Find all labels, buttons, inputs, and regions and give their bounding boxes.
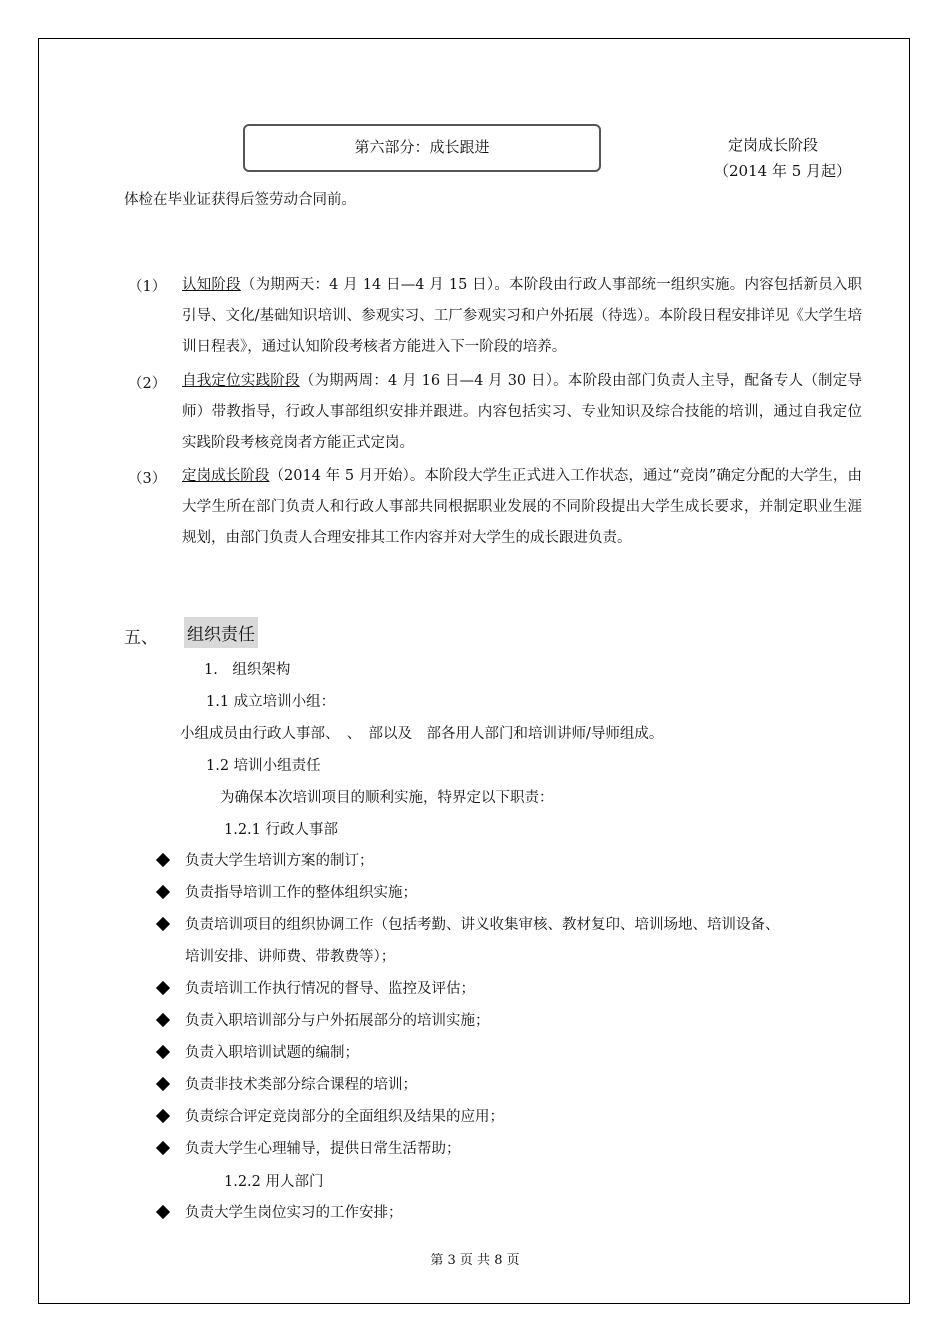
intro-line: 体检在毕业证获得后签劳动合同前。 xyxy=(124,192,356,208)
stage-title: 定岗成长阶段 xyxy=(728,136,819,154)
stage-3-text: （2014 年 5 月开始）。本阶段大学生正式进入工作状态，通过“竞岗”确定分配的大学生，由大学生所在部门负责人和行政人事部共同根据职业发展的不同阶段提出大学生成长要求，并制定职业生涯规划，由部门负责人合理安排其工作内容并对大学生的成长跟进负责。 xyxy=(182,468,862,546)
stage-2-text: （为期两周：4 月 16 日—4 月 30 日）。本阶段由部门负责人主导，配备专人（制定导师）带教指导，行政人事部组织安排并跟进。内容包括实习、专业知识及综合技能的培训，通过自我定位实践阶段考核竞岗者方能正式定岗。 xyxy=(182,373,862,451)
stage-1-name: 认知阶段 xyxy=(182,277,241,293)
heading-user-dept: 1.2.2 用人部门 xyxy=(224,1174,324,1190)
section-number: 五、 xyxy=(124,628,158,648)
dept-duty-item: 负责大学生岗位实习的工作安排； xyxy=(185,1205,403,1221)
group-members: 小组成员由行政人事部、 、 部以及 部各用人部门和培训讲师/导师组成。 xyxy=(180,726,664,742)
stage-date: （2014 年 5 月起） xyxy=(714,162,852,180)
hr-duty-item: 负责大学生心理辅导，提供日常生活帮助； xyxy=(185,1141,461,1157)
heading-org-structure: 1. 组织架构 xyxy=(204,662,291,678)
stage-2-paragraph xyxy=(182,366,862,459)
stage-2-number: （2） xyxy=(128,376,167,392)
stage-2-name: 自我定位实践阶段 xyxy=(182,373,300,389)
hr-duty-item: 负责入职培训部分与户外拓展部分的培训实施； xyxy=(185,1013,490,1029)
stage-1-text: （为期两天：4 月 14 日—4 月 15 日）。本阶段由行政人事部统一组织实施。内容包括新员入职引导、文化/基础知识培训、参观实习、工厂参观实习和户外拓展（待选）。本阶段日程安排详见《大学生培训日程表》，通过认知阶段考核者方能进入下一阶段的培养。 xyxy=(182,277,862,355)
hr-duty-item-continued: 培训安排、讲师费、带教费等）； xyxy=(185,949,396,965)
heading-hr-dept: 1.2.1 行政人事部 xyxy=(224,822,339,838)
hr-duty-item: 负责培训项目的组织协调工作（包括考勤、讲义收集审核、教材复印、培训场地、培训设备、 xyxy=(185,917,780,933)
heading-group-duties: 1.2 培训小组责任 xyxy=(206,758,321,774)
hr-duty-item: 负责非技术类部分综合课程的培训； xyxy=(185,1077,417,1093)
heading-form-group: 1.1 成立培训小组： xyxy=(206,694,336,710)
stage-3-paragraph xyxy=(182,461,862,554)
stage-1-number: （1） xyxy=(128,279,167,295)
hr-duty-item: 负责入职培训试题的编制； xyxy=(185,1045,359,1061)
hr-duty-item: 负责综合评定竞岗部分的全面组织及结果的应用； xyxy=(185,1109,504,1125)
part-title: 第六部分：成长跟进 xyxy=(354,138,490,156)
part-title-box xyxy=(243,124,601,172)
page-footer: 第 3 页 共 8 页 xyxy=(430,1253,520,1268)
duties-intro: 为确保本次培训项目的顺利实施，特界定以下职责： xyxy=(220,790,554,806)
hr-duty-item: 负责大学生培训方案的制订； xyxy=(185,853,374,869)
stage-3-name: 定岗成长阶段 xyxy=(182,468,270,484)
stage-1-paragraph xyxy=(182,270,862,363)
hr-duty-item: 负责指导培训工作的整体组织实施； xyxy=(185,885,417,901)
hr-duty-item: 负责培训工作执行情况的督导、监控及评估； xyxy=(185,981,475,997)
section-title: 组织责任 xyxy=(184,617,258,648)
stage-3-number: （3） xyxy=(128,471,167,487)
